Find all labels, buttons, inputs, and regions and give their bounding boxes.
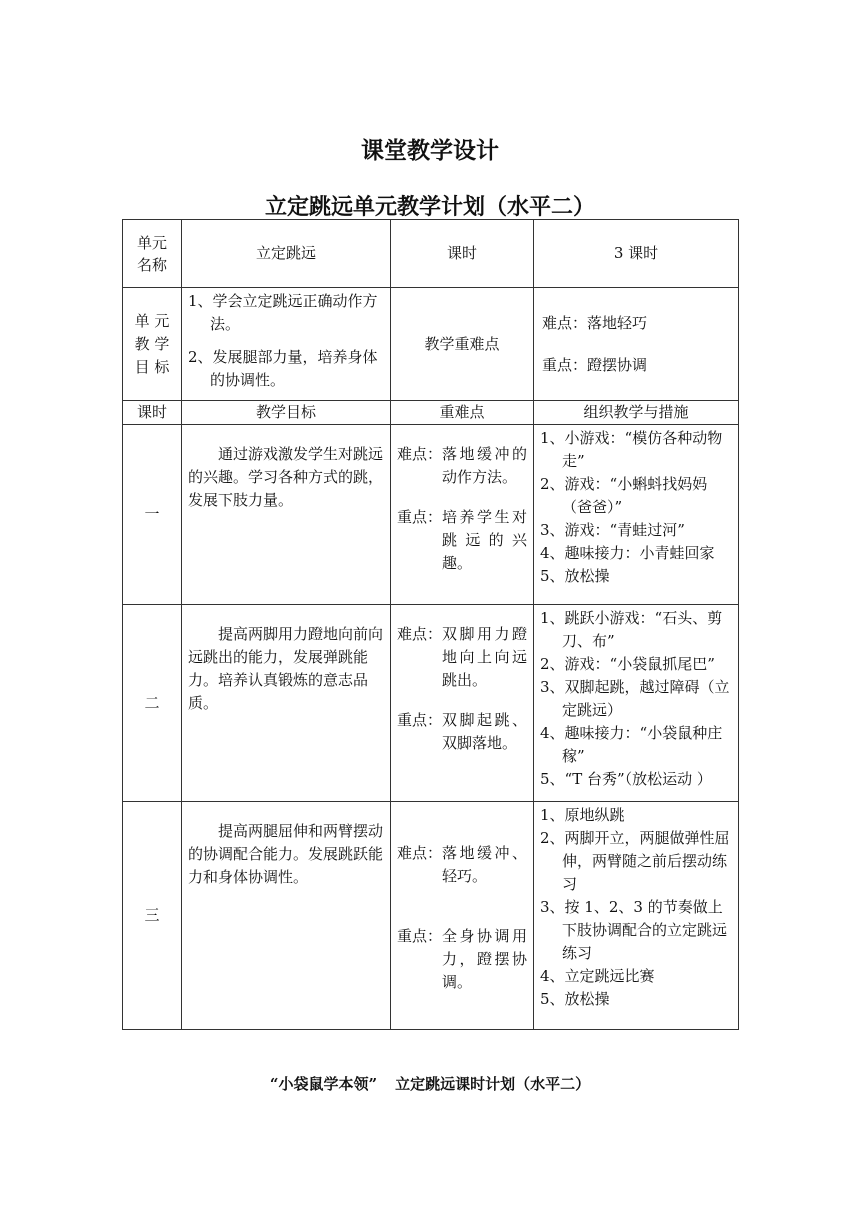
keypoint-label: 教学重难点 <box>391 288 534 401</box>
unit-goals-cell <box>182 288 391 401</box>
step-item: 3、双脚起跳，越过障碍（立定跳远） <box>540 678 730 719</box>
lessons-value: 3 课时 <box>534 220 739 288</box>
header-organization: 组织教学与措施 <box>534 401 739 425</box>
key-text: 双脚起跳、双脚落地。 <box>442 711 527 752</box>
lesson-row-2 <box>123 605 739 802</box>
unit-goal-2: 2、发展腿部力量，培养身体的协调性。 <box>188 348 378 389</box>
header-keypoint: 重难点 <box>391 401 534 425</box>
step-item: 4、立定跳远比赛 <box>540 967 655 985</box>
lesson-keypoints: 难点： 落地缓冲的动作方法。 重点： 培养学生对跳远的兴趣。 <box>391 425 534 605</box>
unit-goal-row <box>123 288 739 401</box>
difficult-text: 双脚用力蹬地向上向远跳出。 <box>442 625 527 689</box>
key-text: 培养学生对跳远的兴趣。 <box>442 508 527 572</box>
keypoint-cell <box>534 288 739 401</box>
step-item: 1、原地纵跳 <box>540 806 625 824</box>
document-title: 课堂教学设计 <box>361 137 499 164</box>
lessons-label: 课时 <box>391 220 534 288</box>
unit-name-value: 立定跳远 <box>182 220 391 288</box>
lesson-keypoints: 难点： 双脚用力蹬地向上向远跳出。 重点： 双脚起跳、双脚落地。 <box>391 605 534 802</box>
step-item: 3、按 1、2、3 的节奏做上下肢协调配合的立定跳远练习 <box>540 898 728 962</box>
lesson-steps <box>534 605 739 802</box>
lesson-number: 二 <box>123 605 182 802</box>
header-row <box>123 401 739 425</box>
unit-plan-title: 立定跳远单元教学计划（水平二） <box>264 194 595 220</box>
step-item: 5、“T 台秀”（放松运动 ） <box>540 770 712 788</box>
unit-name-label: 单元名称 <box>123 220 182 288</box>
step-item: 2、两脚开立，两腿做弹性屈伸，两臂随之前后摆动练习 <box>540 829 730 893</box>
unit-goal-label: 单 元 教 学 目 标 <box>123 288 182 401</box>
difficult-text: 落地缓冲、轻巧。 <box>442 844 527 885</box>
header-goal: 教学目标 <box>182 401 391 425</box>
step-item: 5、放松操 <box>540 567 610 585</box>
lesson-goal: 通过游戏激发学生对跳远的兴趣。学习各种方式的跳，发展下肢力量。 <box>182 425 391 605</box>
step-item: 4、趣味接力：小青蛙回家 <box>540 544 715 562</box>
lesson-steps <box>534 802 739 1030</box>
lesson-steps <box>534 425 739 605</box>
lesson-plan-theme: “小袋鼠学本领” <box>269 1075 378 1093</box>
step-item: 4、趣味接力：“小袋鼠种庄稼” <box>540 724 723 765</box>
lesson-plan-title: 立定跳远课时计划（水平二） <box>395 1075 591 1093</box>
step-item: 2、游戏：“小袋鼠抓尾巴” <box>540 655 715 673</box>
key-point: 重点：蹬摆协调 <box>542 355 648 374</box>
lesson-plan-heading <box>0 1073 860 1094</box>
lesson-row-1 <box>123 425 739 605</box>
step-item: 3、游戏：“青蛙过河” <box>540 521 685 539</box>
header-lesson: 课时 <box>123 401 182 425</box>
unit-goal-1: 1、学会立定跳远正确动作方法。 <box>188 292 378 333</box>
lesson-keypoints: 难点： 落地缓冲、轻巧。 重点： 全身协调用力，蹬摆协调。 <box>391 802 534 1030</box>
step-item: 1、小游戏：“模仿各种动物走” <box>540 429 723 470</box>
difficult-text: 落地缓冲的动作方法。 <box>442 445 527 486</box>
difficult-point: 难点：落地轻巧 <box>542 313 648 332</box>
step-item: 2、游戏：“小蝌蚪找妈妈（爸爸）” <box>540 475 708 516</box>
lesson-number: 一 <box>123 425 182 605</box>
lesson-number: 三 <box>123 802 182 1030</box>
step-item: 5、放松操 <box>540 990 610 1008</box>
key-text: 全身协调用力，蹬摆协调。 <box>442 927 527 991</box>
unit-name-row <box>123 220 739 288</box>
lesson-goal: 提高两脚用力蹬地向前向远跳出的能力，发展弹跳能力。培养认真锻炼的意志品质。 <box>182 605 391 802</box>
step-item: 1、跳跃小游戏：“石头、剪刀、布” <box>540 609 723 650</box>
lesson-goal: 提高两腿屈伸和两臂摆动的协调配合能力。发展跳跃能力和身体协调性。 <box>182 802 391 1030</box>
unit-plan-table <box>122 219 739 1030</box>
lesson-row-3 <box>123 802 739 1030</box>
